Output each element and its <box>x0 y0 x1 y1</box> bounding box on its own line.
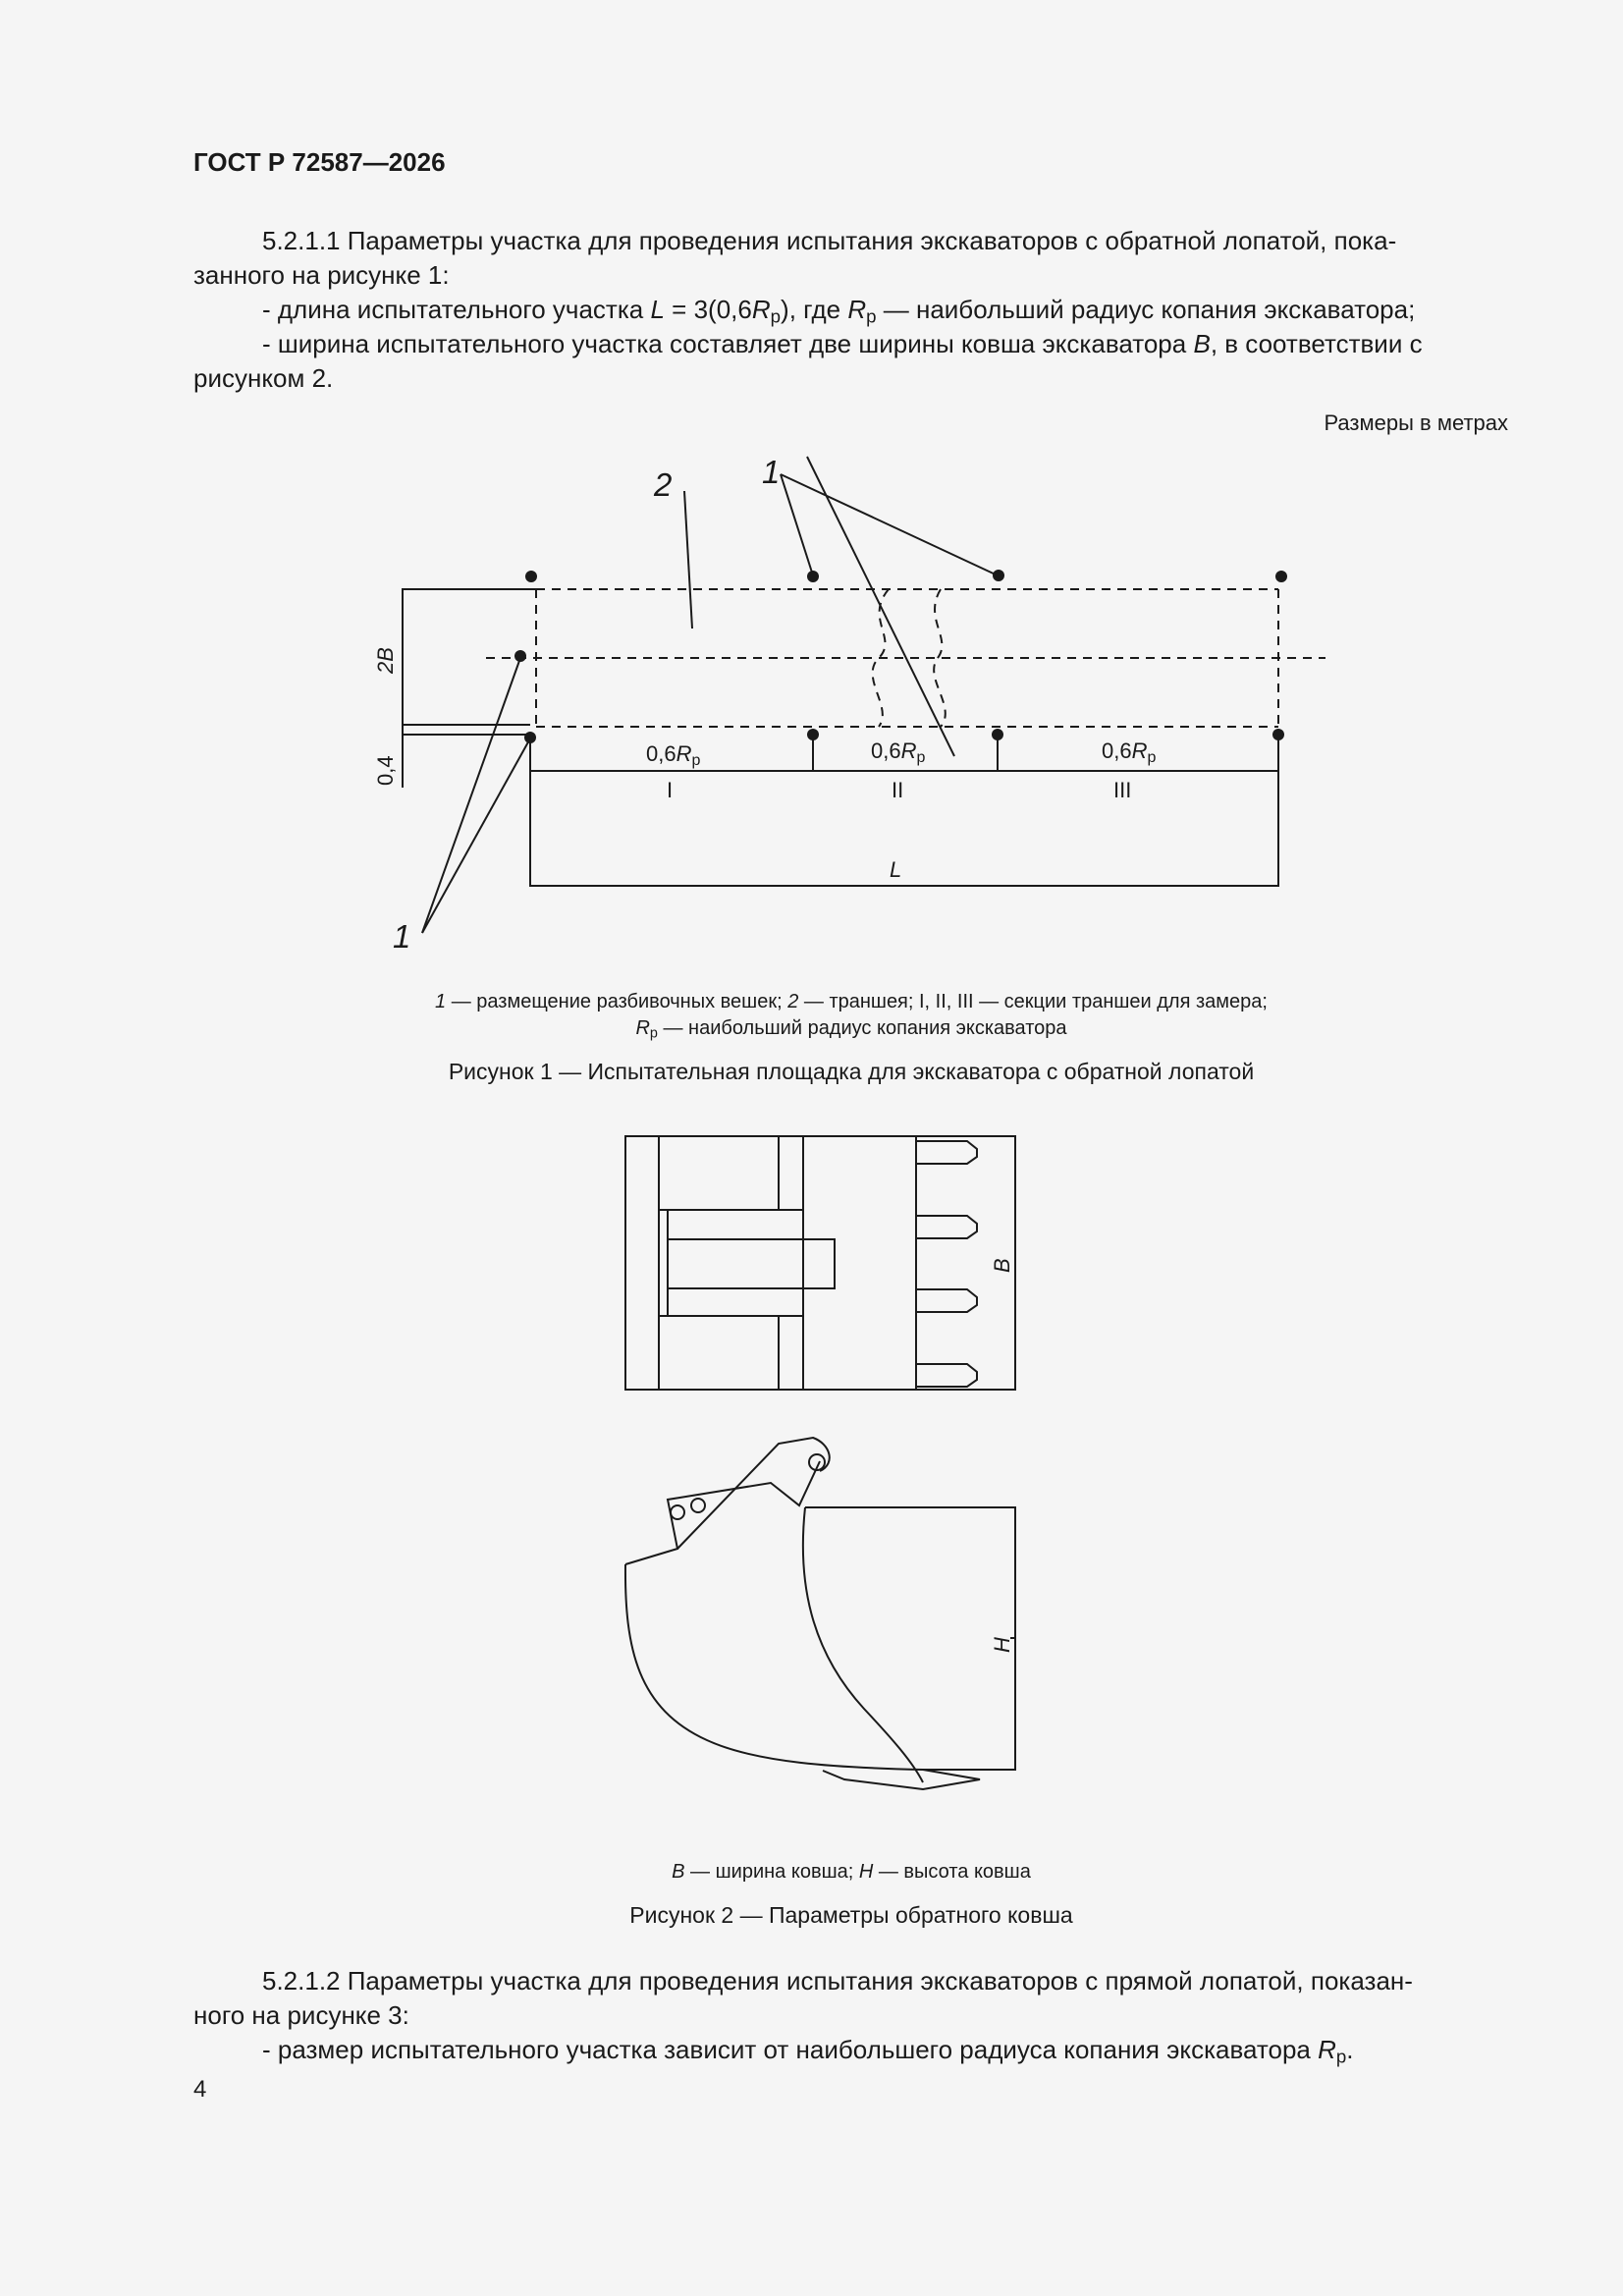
page-number: 4 <box>193 2076 207 2103</box>
fig1-label-1-bottom: 1 <box>393 918 411 955</box>
document-header: ГОСТ Р 72587—2026 <box>193 147 446 177</box>
figure-2-caption: Рисунок 2 — Параметры обратного ковша <box>629 1902 1073 1928</box>
paragraph-line: 5.2.1.2 Параметры участка для проведения испытания экскаваторов с прямой лопатой, показан- <box>262 1966 1413 1995</box>
list-item-size: - размер испытательного участка зависит от наибольшего радиуса копания экскаватора $R_р$. <box>262 2035 1354 2067</box>
fig1-dim-2B: 2B <box>373 647 398 674</box>
fig1-dim-0-4: 0,4 <box>373 755 398 786</box>
figure-1-legend <box>193 989 1509 1042</box>
legend-line: 1 — размещение разбивочных вешек; 2 — траншея; I, II, III — секции траншеи для замера; <box>435 991 1268 1012</box>
fig1-section-II: II <box>892 778 904 802</box>
fig2-dim-H: H <box>990 1637 1014 1653</box>
fig2-dim-B: B <box>990 1258 1014 1273</box>
legend-line: $R_р$ — наибольший радиус копания экскаватора <box>635 1017 1067 1042</box>
figure-2-legend: B — ширина ковша; H — высота ковша <box>672 1861 1031 1883</box>
fig1-label-2: 2 <box>654 466 673 503</box>
paragraph-line: занного на рисунке 1: <box>193 260 450 290</box>
list-item-width: - ширина испытательного участка составляет две ширины ковша экскаватора B, в соответствии с <box>262 329 1423 358</box>
fig1-label-1-top: 1 <box>762 454 781 490</box>
paragraph-line: ного на рисунке 3: <box>193 2000 409 2030</box>
fig1-section-I: I <box>667 778 674 802</box>
paragraph-line: рисунком 2. <box>193 363 334 393</box>
fig1-seg-label-1: 0,6Rр <box>646 741 701 769</box>
paragraph-5-2-1-2 <box>193 1964 1509 2067</box>
figure-2-top-view <box>625 1136 1015 1390</box>
dimensions-note: Размеры в метрах <box>1324 410 1508 435</box>
list-item-length: - длина испытательного участка $L = 3(0,6R_р)$, где $R_р$ — наибольший радиус копания экскаватора; <box>262 295 1416 327</box>
figure-1-caption: Рисунок 1 — Испытательная площадка для экскаватора с обратной лопатой <box>448 1059 1255 1084</box>
figure-2-side-view <box>625 1438 1015 1789</box>
fig1-section-III: III <box>1113 778 1132 802</box>
fig1-seg-label-3: 0,6Rр <box>1102 738 1157 766</box>
paragraph-line: 5.2.1.1 Параметры участка для проведения испытания экскаваторов с обратной лопатой, пока- <box>262 226 1397 255</box>
fig1-dim-L: L <box>890 857 902 882</box>
fig1-seg-label-2: 0,6Rр <box>871 738 926 766</box>
